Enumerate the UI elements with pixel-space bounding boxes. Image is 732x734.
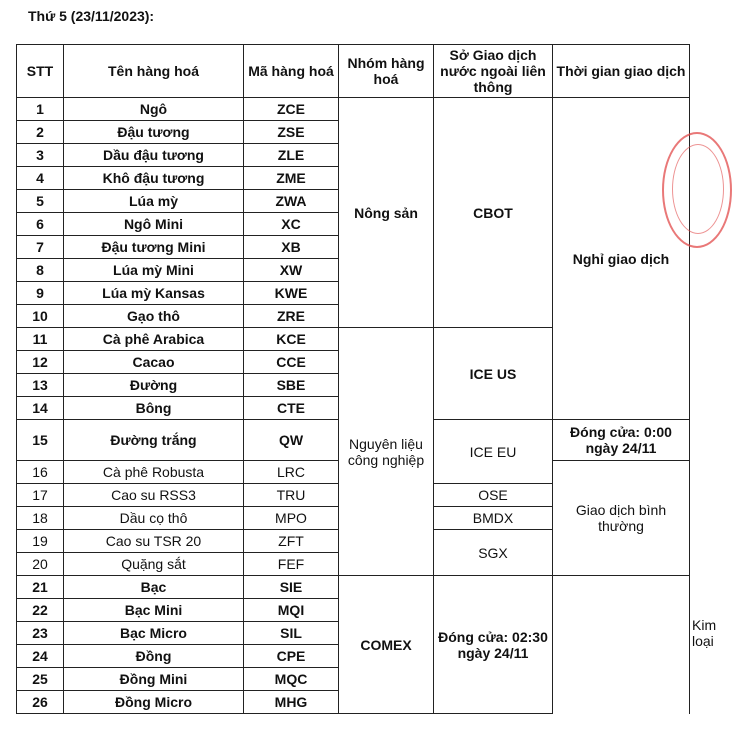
code-cell: KCE: [244, 328, 339, 351]
stt-cell: 10: [17, 305, 64, 328]
time-cell-iceeu-close: Đóng cửa: 0:00 ngày 24/11: [553, 420, 690, 461]
code-cell: LRC: [244, 461, 339, 484]
stt-cell: 1: [17, 98, 64, 121]
name-cell: Đậu tương: [64, 121, 244, 144]
name-cell: Đường trắng: [64, 420, 244, 461]
code-cell: SIE: [244, 576, 339, 599]
code-cell: MPO: [244, 507, 339, 530]
exchange-cell-bmdx: BMDX: [434, 507, 553, 530]
group-cell-agri: Nông sản: [339, 98, 434, 328]
name-cell: Đậu tương Mini: [64, 236, 244, 259]
page-heading: Thứ 5 (23/11/2023):: [28, 8, 155, 24]
stt-cell: 3: [17, 144, 64, 167]
stt-cell: 14: [17, 397, 64, 420]
code-cell: XW: [244, 259, 339, 282]
name-cell: Khô đậu tương: [64, 167, 244, 190]
header-code: Mã hàng hoá: [244, 45, 339, 98]
stt-cell: 17: [17, 484, 64, 507]
name-cell: Bạc: [64, 576, 244, 599]
stt-cell: 22: [17, 599, 64, 622]
name-cell: Đồng: [64, 645, 244, 668]
stt-cell: 7: [17, 236, 64, 259]
name-cell: Quặng sắt: [64, 553, 244, 576]
code-cell: CPE: [244, 645, 339, 668]
name-cell: Cao su TSR 20: [64, 530, 244, 553]
code-cell: ZSE: [244, 121, 339, 144]
stt-cell: 4: [17, 167, 64, 190]
name-cell: Ngô: [64, 98, 244, 121]
stt-cell: 19: [17, 530, 64, 553]
name-cell: Lúa mỳ Mini: [64, 259, 244, 282]
name-cell: Cacao: [64, 351, 244, 374]
stt-cell: 23: [17, 622, 64, 645]
name-cell: Gạo thô: [64, 305, 244, 328]
code-cell: ZME: [244, 167, 339, 190]
exchange-cell-iceeu: ICE EU: [434, 420, 553, 484]
code-cell: ZRE: [244, 305, 339, 328]
name-cell: Đồng Micro: [64, 691, 244, 714]
name-cell: Cà phê Robusta: [64, 461, 244, 484]
name-cell: Ngô Mini: [64, 213, 244, 236]
name-cell: Dầu đậu tương: [64, 144, 244, 167]
code-cell: SBE: [244, 374, 339, 397]
stt-cell: 21: [17, 576, 64, 599]
stt-cell: 11: [17, 328, 64, 351]
header-row: [17, 45, 690, 98]
stt-cell: 13: [17, 374, 64, 397]
stt-cell: 12: [17, 351, 64, 374]
code-cell: CCE: [244, 351, 339, 374]
name-cell: Cà phê Arabica: [64, 328, 244, 351]
stt-cell: 20: [17, 553, 64, 576]
name-cell: Lúa mỳ Kansas: [64, 282, 244, 305]
stt-cell: 24: [17, 645, 64, 668]
code-cell: CTE: [244, 397, 339, 420]
name-cell: Đồng Mini: [64, 668, 244, 691]
exchange-cell-comex: COMEX: [339, 576, 434, 714]
code-cell: KWE: [244, 282, 339, 305]
table-row: [17, 98, 690, 121]
group-cell-industrial: Nguyên liệu công nghiệp: [339, 328, 434, 576]
exchange-cell-sgx: SGX: [434, 530, 553, 576]
code-cell: MQC: [244, 668, 339, 691]
name-cell: Bông: [64, 397, 244, 420]
exchange-cell-cbot: CBOT: [434, 98, 553, 328]
header-name: Tên hàng hoá: [64, 45, 244, 98]
stt-cell: 6: [17, 213, 64, 236]
name-cell: Bạc Mini: [64, 599, 244, 622]
time-cell-normal: Giao dịch bình thường: [553, 461, 690, 576]
name-cell: Lúa mỳ: [64, 190, 244, 213]
stt-cell: 5: [17, 190, 64, 213]
table-row: 20 Quặng sắt FEF Kim loại: [17, 553, 690, 576]
time-cell-closed: Nghỉ giao dịch: [553, 98, 690, 420]
code-cell: QW: [244, 420, 339, 461]
header-time: Thời gian giao dịch: [553, 45, 690, 98]
header-stt: STT: [17, 45, 64, 98]
header-group: Nhóm hàng hoá: [339, 45, 434, 98]
trading-schedule-table: [16, 44, 717, 714]
stt-cell: 2: [17, 121, 64, 144]
exchange-cell-iceus: ICE US: [434, 328, 553, 420]
code-cell: ZLE: [244, 144, 339, 167]
code-cell: XC: [244, 213, 339, 236]
name-cell: Cao su RSS3: [64, 484, 244, 507]
stt-cell: 8: [17, 259, 64, 282]
code-cell: ZWA: [244, 190, 339, 213]
time-cell-comex-close: Đóng cửa: 02:30 ngày 24/11: [434, 576, 553, 714]
name-cell: Dầu cọ thô: [64, 507, 244, 530]
stt-cell: 25: [17, 668, 64, 691]
name-cell: Đường: [64, 374, 244, 397]
code-cell: TRU: [244, 484, 339, 507]
code-cell: FEF: [244, 553, 339, 576]
table-row: [17, 576, 690, 599]
stt-cell: 26: [17, 691, 64, 714]
code-cell: XB: [244, 236, 339, 259]
name-cell: Bạc Micro: [64, 622, 244, 645]
code-cell: ZCE: [244, 98, 339, 121]
code-cell: ZFT: [244, 530, 339, 553]
stt-cell: 15: [17, 420, 64, 461]
stt-cell: 18: [17, 507, 64, 530]
red-seal-stamp-inner-ring: [672, 144, 724, 234]
stt-cell: 9: [17, 282, 64, 305]
stt-cell: 16: [17, 461, 64, 484]
code-cell: SIL: [244, 622, 339, 645]
code-cell: MQI: [244, 599, 339, 622]
header-exchange: Sở Giao dịch nước ngoài liên thông: [434, 45, 553, 98]
exchange-cell-ose: OSE: [434, 484, 553, 507]
code-cell: MHG: [244, 691, 339, 714]
